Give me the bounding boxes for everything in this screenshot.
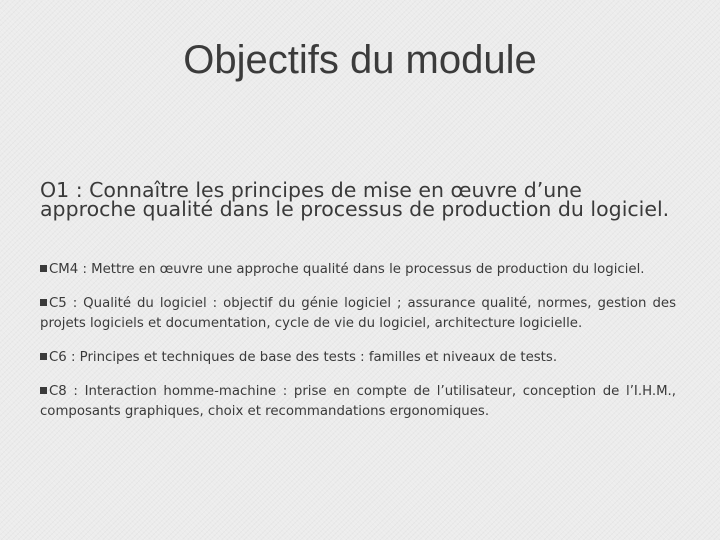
square-bullet-icon [40,265,47,272]
bullet-item-cm4 [40,260,676,280]
square-bullet-icon [40,387,47,394]
bullet-text: C8 : Interaction homme-machine : prise en compte de l’utilisateur, conception de l’I.H.M., composants graphiques, choix et recommandations ergonomiques. [40,384,676,419]
slide-title: Objectifs du module [183,38,537,82]
bullet-item-c5 [40,294,676,334]
bullet-text: C6 : Principes et techniques de base des tests : familles et niveaux de tests. [49,350,558,365]
square-bullet-icon [40,353,47,360]
bullet-text: CM4 : Mettre en œuvre une approche qualité dans le processus de production du logiciel. [49,262,645,277]
bullet-item-c8 [40,382,676,422]
objective-heading: O1 : Connaître les principes de mise en œuvre d’une approche qualité dans le processus de production du logiciel. [40,178,670,221]
bullet-item-c6 [40,348,676,368]
bullet-text: C5 : Qualité du logiciel : objectif du génie logiciel ; assurance qualité, normes, gestion des projets logiciels et documentation, cycle de vie du logiciel, architecture logicielle. [40,296,676,331]
square-bullet-icon [40,299,47,306]
